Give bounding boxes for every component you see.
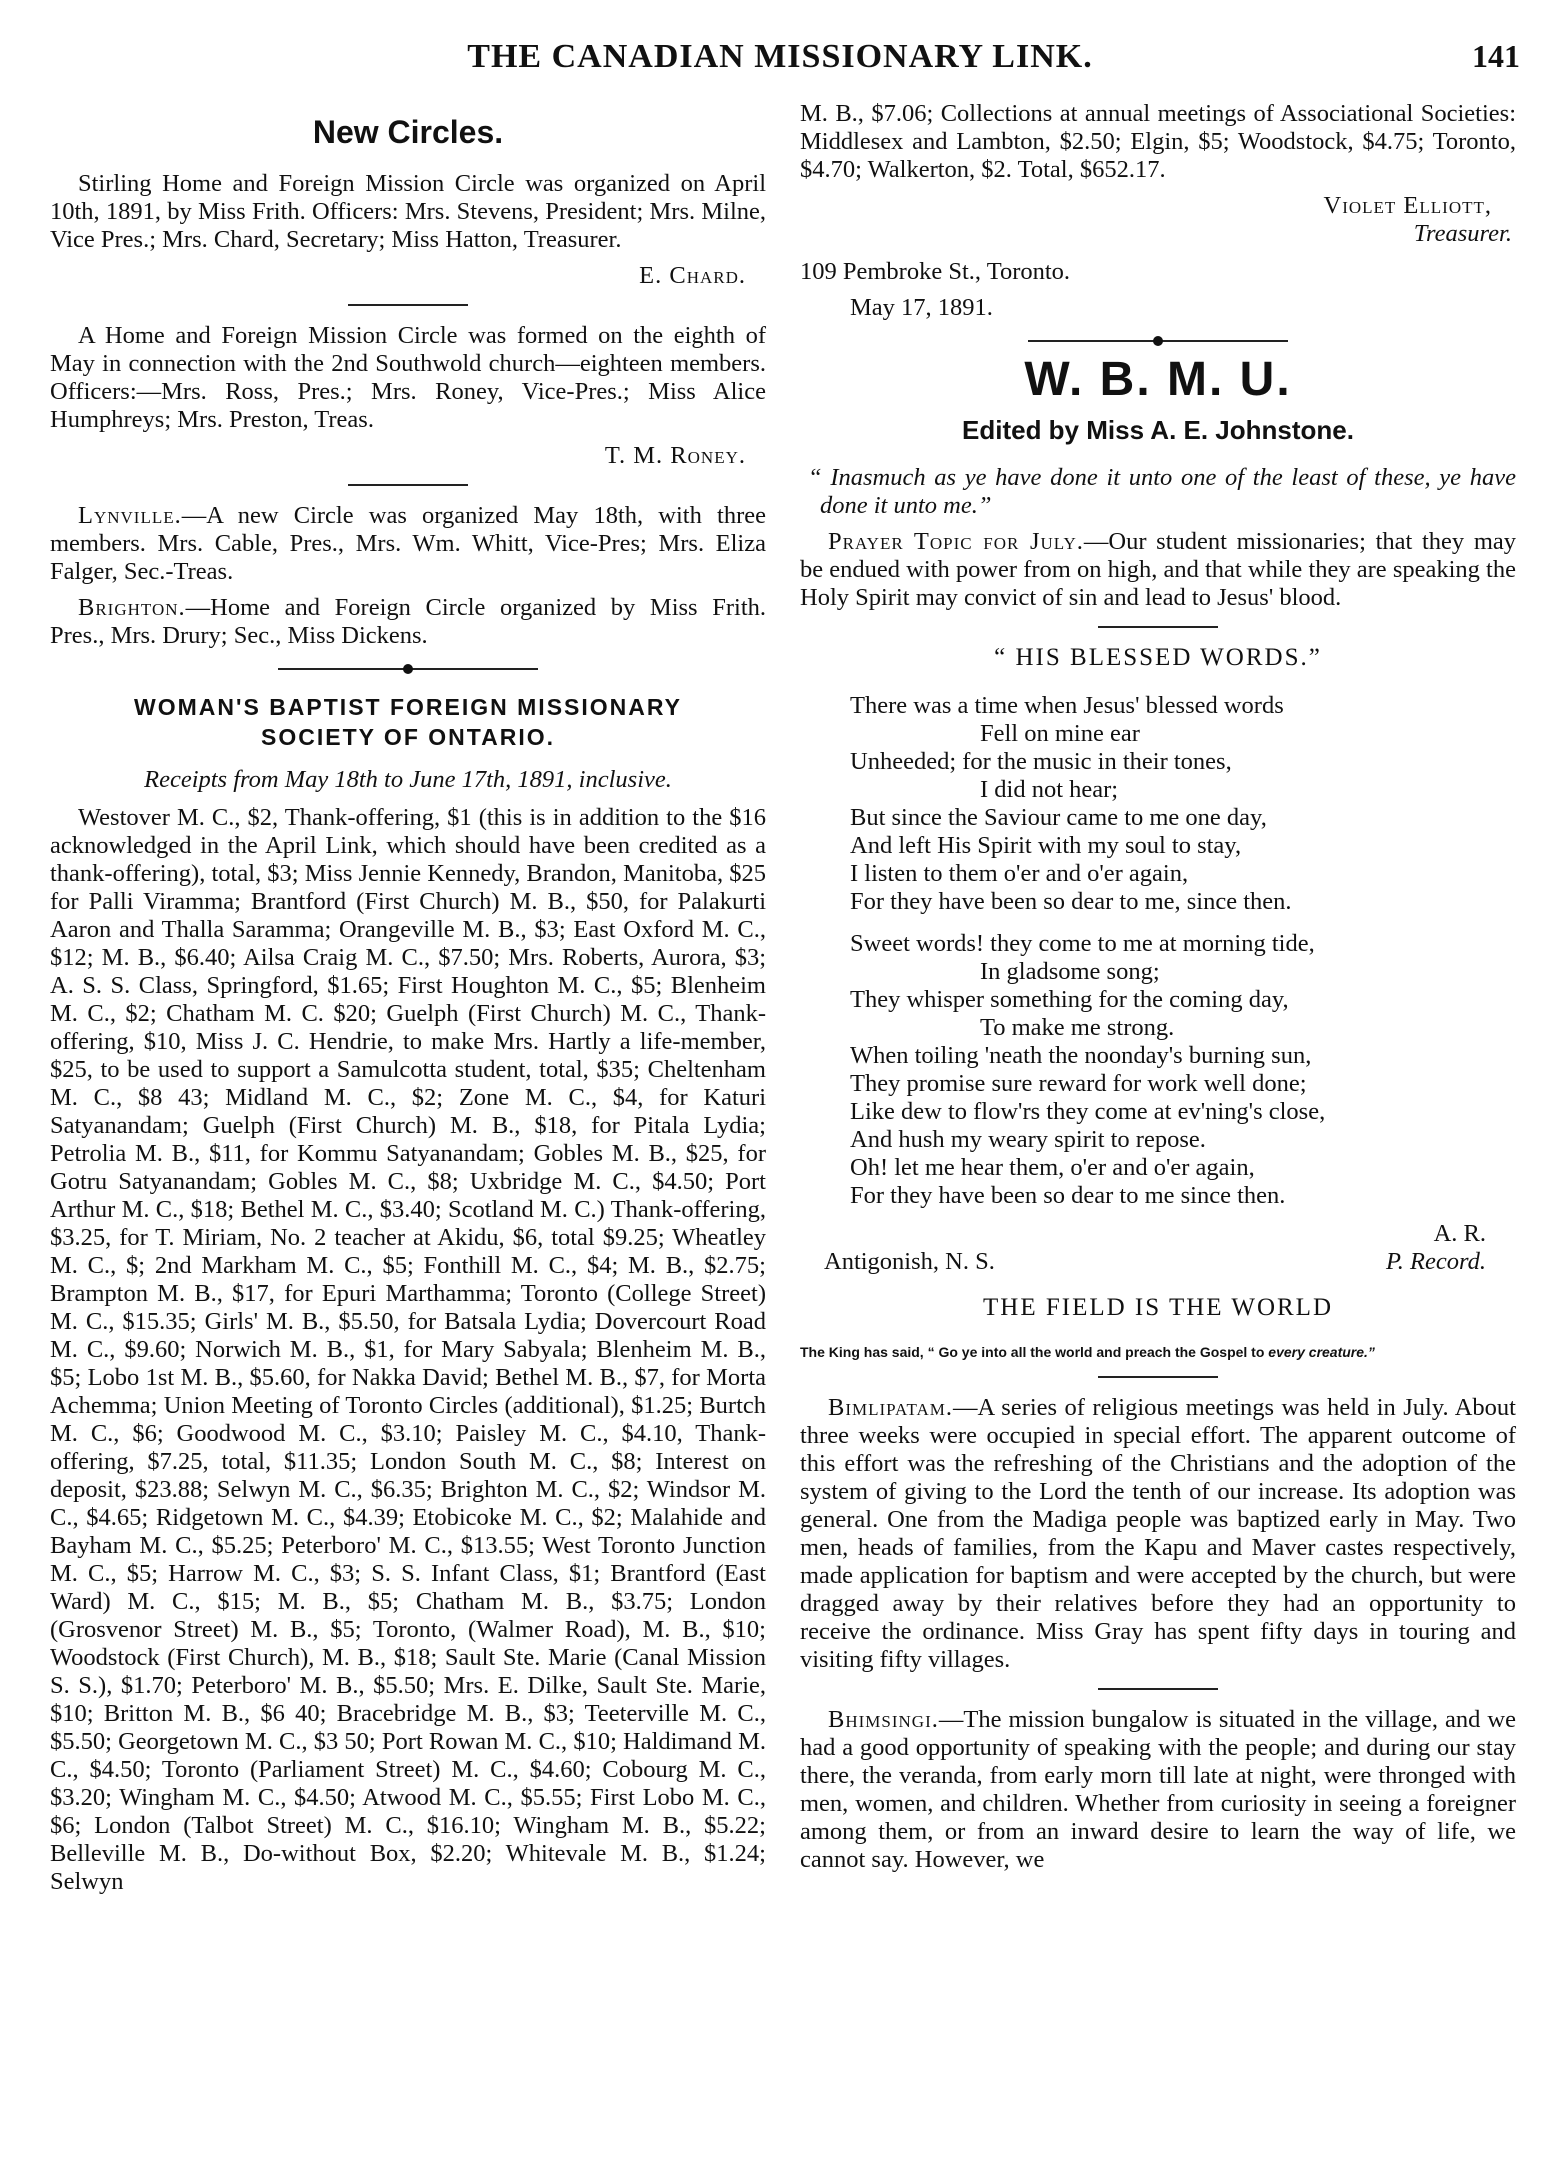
poem-line: To make me strong. — [980, 1014, 1175, 1041]
section-rule — [348, 484, 468, 486]
brighton-text: —Home and Foreign Circle organized by Miss Frith. Pres., Mrs. Drury; Sec., Miss Dickens. — [50, 594, 766, 649]
poem-line: Like dew to flow'rs they come at ev'ning's close, — [850, 1098, 1326, 1125]
bhimsingi-paragraph — [800, 1706, 1516, 1874]
southwold-circle-paragraph: A Home and Foreign Mission Circle was formed on the eighth of May in connection with the 2nd Southwold church—eighteen members. Officers:—Mrs. Ross, Pres.; Mrs. Roney, Vice-Pres.; Miss Alice Humphreys; Mrs. Preston, Treas. — [50, 322, 766, 433]
prayer-topic-paragraph — [800, 528, 1516, 612]
treasurer-role: Treasurer. — [1413, 220, 1512, 247]
section-rule — [1098, 1688, 1218, 1690]
ornament-rule — [278, 668, 538, 670]
poem-line: Sweet words! they come to me at morning tide, — [850, 930, 1315, 957]
treasurer-address: 109 Pembroke St., Toronto. — [800, 258, 1071, 285]
poem-line: For they have been so dear to me since then. — [850, 1182, 1286, 1209]
bimlipatam-text: —A series of religious meetings was held in July. About three weeks were occupied in special effort. The apparent outcome of this effort was the refreshing of the Christians and the adoption of the system of giving to the Lord the tenth of our increase. Its adoption was general. One from the Madiga people was baptized early in May. Two men, heads of families, from the Kapu and Maver castes respectively, made application for baptism and were accepted by the church, but were dragged away by their relatives before they had an opportunity to receive the ordinance. Miss Gray has spent fifty days in touring and visiting fifty villages. — [800, 1394, 1516, 1673]
poem-body — [800, 692, 1516, 1210]
lynville-label: Lynville. — [78, 502, 182, 529]
lynville-paragraph — [50, 502, 766, 586]
new-circles-title: New Circles. — [312, 114, 504, 150]
bhimsingi-label: Bhimsingi. — [828, 1706, 939, 1733]
poem-line: Fell on mine ear — [980, 720, 1140, 747]
chard-signature: E. Chard. — [639, 262, 746, 289]
poem-line: They whisper something for the coming day, — [850, 986, 1289, 1013]
poem-line: When toiling 'neath the noonday's burning sun, — [850, 1042, 1312, 1069]
page-number: 141 — [1472, 38, 1520, 74]
receipts-heading: Receipts from May 18th to June 17th, 1891, inclusive. — [144, 766, 672, 793]
right-column — [800, 100, 1516, 1882]
wbmu-editor: Edited by Miss A. E. Johnstone. — [962, 415, 1354, 445]
prayer-topic-label: Prayer Topic for July. — [828, 528, 1084, 555]
receipt-date: May 17, 1891. — [850, 294, 993, 321]
left-column — [50, 100, 766, 1904]
brighton-paragraph — [50, 594, 766, 650]
wbmu-motto: “ Inasmuch as ye have done it unto one of the least of these, ye have done it unto me.” — [808, 464, 1516, 519]
section-rule — [1098, 626, 1218, 628]
bimlipatam-label: Bimlipatam. — [828, 1394, 953, 1421]
prayer-topic-text: —Our student missionaries; that they may be endued with power from on high, and that while they are speaking the Holy Spirit may convict of sin and lead to Jesus' blood. — [800, 528, 1516, 611]
society-title-line2: SOCIETY OF ONTARIO. — [261, 724, 555, 750]
wbmu-title: W. B. M. U. — [1024, 353, 1292, 406]
lynville-text: —A new Circle was organized May 18th, with three members. Mrs. Cable, Pres., Mrs. Wm. Whitt, Vice-Pres; Mrs. Eliza Falger, Sec.-Treas. — [50, 502, 766, 585]
poem-line: And left His Spirit with my soul to stay, — [850, 832, 1242, 859]
roney-signature: T. M. Roney. — [604, 442, 746, 469]
section-rule — [348, 304, 468, 306]
poem-title: “ HIS BLESSED WORDS.” — [994, 644, 1322, 671]
section-rule — [1098, 1376, 1218, 1378]
field-title: THE FIELD IS THE WORLD — [983, 1294, 1333, 1321]
poem-attribution — [800, 1220, 1516, 1276]
bimlipatam-paragraph — [800, 1394, 1516, 1674]
poem-line: In gladsome song; — [980, 958, 1160, 985]
society-title-line1: WOMAN'S BAPTIST FOREIGN MISSIONARY — [134, 694, 682, 720]
poem-line: For they have been so dear to me, since then. — [850, 888, 1292, 915]
society-title — [50, 692, 766, 752]
ornament-dot — [403, 664, 413, 674]
poem-line: They promise sure reward for work well done; — [850, 1070, 1307, 1097]
running-title: THE CANADIAN MISSIONARY LINK. — [467, 38, 1093, 75]
epigraph-italic: every creature.” — [1268, 1344, 1375, 1360]
poem-line: There was a time when Jesus' blessed words — [850, 692, 1284, 719]
treasurer-name: Violet Elliott, — [1323, 192, 1492, 219]
poem-line: Unheeded; for the music in their tones, — [850, 748, 1232, 775]
poem-line: I listen to them o'er and o'er again, — [850, 860, 1189, 887]
stirling-circle-paragraph: Stirling Home and Foreign Mission Circle was organized on April 10th, 1891, by Miss Frith. Officers: Mrs. Stevens, President; Mrs. Milne, Vice Pres.; Mrs. Chard, Secretary; Miss Hatton, Treasurer. — [50, 170, 766, 253]
poem-line: Oh! let me hear them, o'er and o'er again, — [850, 1154, 1255, 1181]
ornament-rule — [1028, 340, 1288, 342]
poem-source: P. Record. — [1385, 1248, 1486, 1275]
ornament-dot — [1153, 336, 1163, 346]
receipts-list: Westover M. C., $2, Thank-offering, $1 (this is in addition to the $16 acknowledged in the April Link, which should have been credited as a thank-offering), total, $3; Miss Jennie Kennedy, Brandon, Manitoba, $25 for Palli Viramma; Brantford (First Church) M. B., $50, for Palakurti Aaron and Thalla Saramma; Orangeville M. B., $3; East Oxford M. C., $12; M. B., $6.40; Ailsa Craig M. C., $7.50; Mrs. Roberts, Aurora, $3; A. S. S. Class, Springford, $1.65; First Houghton M. C., $5; Blenheim M. C., $2; Chatham M. C. $20; Guelph (First Church) M. C., Thank-offering, $10, Miss J. C. Hendrie, to make Mrs. Hartly a life-member, $25, to be used to support a Samulcotta student, total, $35; Cheltenham M. C., $8 43; Midland M. C., $2; Zone M. C., $4, for Katuri Satyanandam; Guelph (First Church) M. B., $18, for Pitala Lydia; Petrolia M. B., $11, for Kommu Satyanandam; Gobles M. B., $25, for Gotru Satyanandam; Gobles M. C., $8; Uxbridge M. C., $4.50; Port Arthur M. C., $18; Bethel M. C., $3.40; Scotland M. C.) Thank-offering, $3.25, for T. Miriam, No. 2 teacher at Akidu, $6, total $9.25; Wheatley M. C., $; 2nd Markham M. C., $5; Fonthill M. C., $4; M. B., $2.75; Brampton M. B., $17, for Epuri Marthamma; Toronto (College Street) M. C., $15.35; Girls' M. B., $5.50, for Batsala Lydia; Dovercourt Road M. C., $9.60; Norwich M. B., $1, for Mary Sabyala; Blenheim M. B., $5; Lobo 1st M. B., $5.60, for Nakka David; Bethel M. B., $7, for Morta Achemma; Union Meeting of Toronto Circles (additional), $1.25; Burtch M. C., $6; Goodwood M. C., $3.10; Paisley M. C., $4.10, Thank-offering, $7.25, total, $11.35; London South M. C., $8; Interest on deposit, $23.88; Selwyn M. C., $6.35; Brighton M. C., $2; Windsor M. C., $4.65; Ridgetown M. C., $4.39; Etobicoke M. C., $2; Malahide and Bayham M. C., $5.25; Peterboro' M. C., $13.55; West Toronto Junction M. C., $5; Harrow M. C., $3; S. S. Infant Class, $1; Brantford (East Ward) M. C., $15; M. B., $5; Chatham M. B., $3.75; London (Grosvenor Street) M. B., $5; Toronto, (Walmer Road), M. B., $10; Woodstock (First Church), M. B., $18; Sault Ste. Marie (Canal Mission S. S.), $1.70; Peterboro' M. B., $5.50; Mrs. E. Dilke, Sault Ste. Marie, $10; Britton M. B., $6 40; Bracebridge M. B., $3; Teeterville M. C., $5.50; Georgetown M. C., $3 50; Port Rowan M. C., $10; Haldimand M. C., $4.50; Toronto (Parliament Street) M. C., $4.60; Cobourg M. C., $3.20; Wingham M. C., $4.50; Atwood M. C., $5.55; First Lobo M. C., $6; London (Talbot Street) M. C., $16.10; Wingham M. B., $5.22; Belleville M. B., Do-without Box, $2.20; Whitevale M. B., $1.24; Selwyn — [50, 804, 766, 1895]
poem-place: Antigonish, N. S. — [824, 1248, 995, 1275]
poem-line: And hush my weary spirit to repose. — [850, 1126, 1206, 1153]
running-head — [40, 38, 1520, 82]
receipts-continued: M. B., $7.06; Collections at annual meetings of Associational Societies: Middlesex and Lambton, $2.50; Elgin, $5; Woodstock, $4.75; Toronto, $4.70; Walkerton, $2. Total, $652.17. — [800, 100, 1516, 183]
poem-line: But since the Saviour came to me one day, — [850, 804, 1267, 831]
poem-initials: A. R. — [1433, 1220, 1486, 1247]
epigraph-lead: The King has said, “ Go ye into all the world and preach the Gospel to — [800, 1344, 1269, 1360]
poem-line: I did not hear; — [980, 776, 1119, 803]
bhimsingi-text: —The mission bungalow is situated in the village, and we had a good opportunity of speaking with the people; and during our stay there, the veranda, from early morn till late at night, were thronged with men, women, and children. Whether from curiosity in seeing a foreigner among them, or from an inward desire to learn the way of life, we cannot say. However, we — [800, 1706, 1516, 1873]
stanza-gap — [850, 916, 1516, 930]
field-epigraph — [800, 1342, 1516, 1362]
brighton-label: Brighton. — [78, 594, 186, 621]
